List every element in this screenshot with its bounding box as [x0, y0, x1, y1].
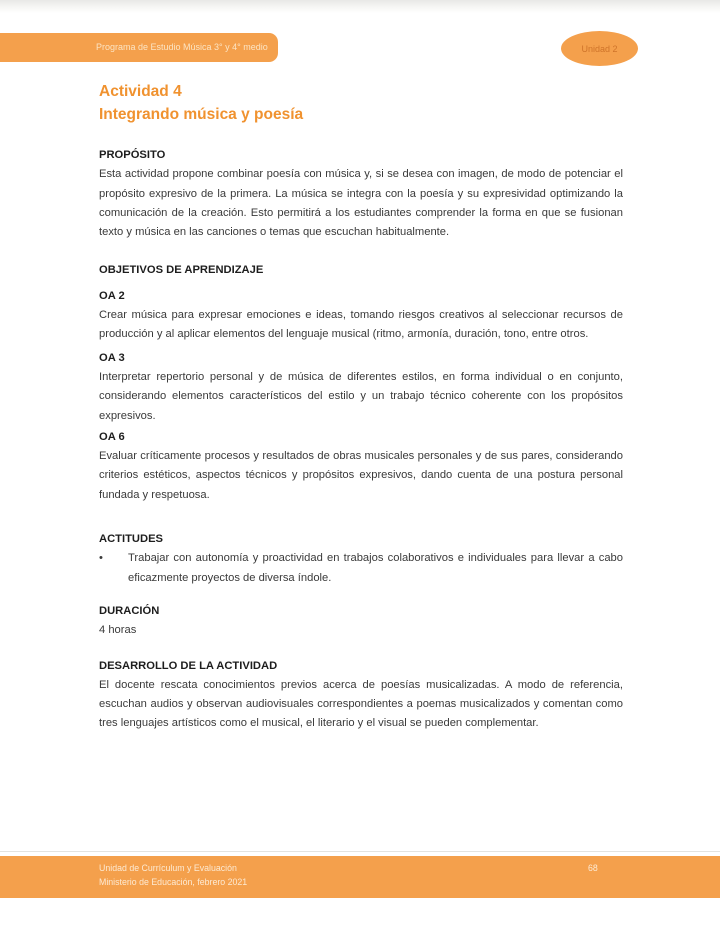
actitudes-item-text: Trabajar con autonomía y proactividad en trabajos colaborativos e individuales para llevar a cabo eficazmente proyectos de diversa índole.: [128, 552, 623, 584]
duracion-value: 4 horas: [99, 624, 137, 637]
section-heading-desarrollo: DESARROLLO DE LA ACTIVIDAD: [99, 659, 278, 672]
footer-divider: [0, 851, 720, 852]
activity-title: Actividad 4: [99, 83, 182, 100]
unit-badge-label: Unidad 2: [581, 43, 618, 54]
desarrollo-paragraph: El docente rescata conocimientos previos acerca de poesías musicalizadas. A modo de referencia, escuchan audios y observan audiovisuales correspondientes a poemas musicalizados y comentan como tres lenguajes artísticos como el musical, el literario y el visual se pueden complementar.: [99, 678, 623, 730]
oa6-paragraph: Evaluar críticamente procesos y resultados de obras musicales personales y de sus pares, considerando criterios estéticos, aspectos técnicos y propósitos expresivos, dando cuenta de una postura personal fundada y respetuosa.: [99, 450, 623, 501]
oa6-label: OA 6: [99, 430, 125, 443]
section-heading-actitudes: ACTITUDES: [99, 533, 164, 546]
proposito-paragraph: Esta actividad propone combinar poesía con música y, si se desea con imagen, de modo de potenciar el propósito expresivo de la primera. La música se integra con la poesía y su expresividad optimizando la comunicación de la creación. Esto permitirá a los estudiantes comprender la forma en que se fusionan texto y música en las canciones o temas que escuchan habitualmente.: [99, 168, 623, 239]
footer-credits: [99, 862, 247, 889]
oa3-paragraph: Interpretar repertorio personal y de música de diferentes estilos, en forma individual o en conjunto, considerando elementos característicos del estilo y un trabajo técnico coherente con los propósitos expresivos.: [99, 370, 623, 422]
document-body: [99, 146, 623, 734]
oa3-label: OA 3: [99, 351, 125, 364]
section-heading-proposito: PROPÓSITO: [99, 149, 166, 161]
footer-line1: Unidad de Currículum y Evaluación: [99, 863, 237, 873]
footer-line2: Ministerio de Educación, febrero 2021: [99, 876, 248, 887]
program-badge-label: Programa de Estudio Música 3° y 4° medio: [96, 42, 268, 52]
bullet-icon: •: [99, 552, 103, 565]
activity-title-block: [99, 81, 303, 126]
program-badge: [0, 33, 278, 62]
page-footer: [0, 856, 720, 898]
oa2-paragraph: Crear música para expresar emociones e ideas, tomando riesgos creativos al seleccionar recursos de producción y al aplicar elementos del lenguaje musical (ritmo, armonía, duración, tono, entre otros.: [99, 309, 623, 341]
page-number: 68: [588, 863, 598, 873]
activity-subtitle: Integrando música y poesía: [99, 105, 304, 123]
section-heading-objetivos: OBJETIVOS DE APRENDIZAJE: [99, 264, 264, 277]
page-top-edge: [0, 0, 720, 13]
section-heading-duracion: DURACIÓN: [99, 604, 160, 617]
unit-badge: [561, 31, 638, 66]
actitudes-list-item: [99, 549, 623, 588]
oa2-label: OA 2: [99, 289, 125, 302]
